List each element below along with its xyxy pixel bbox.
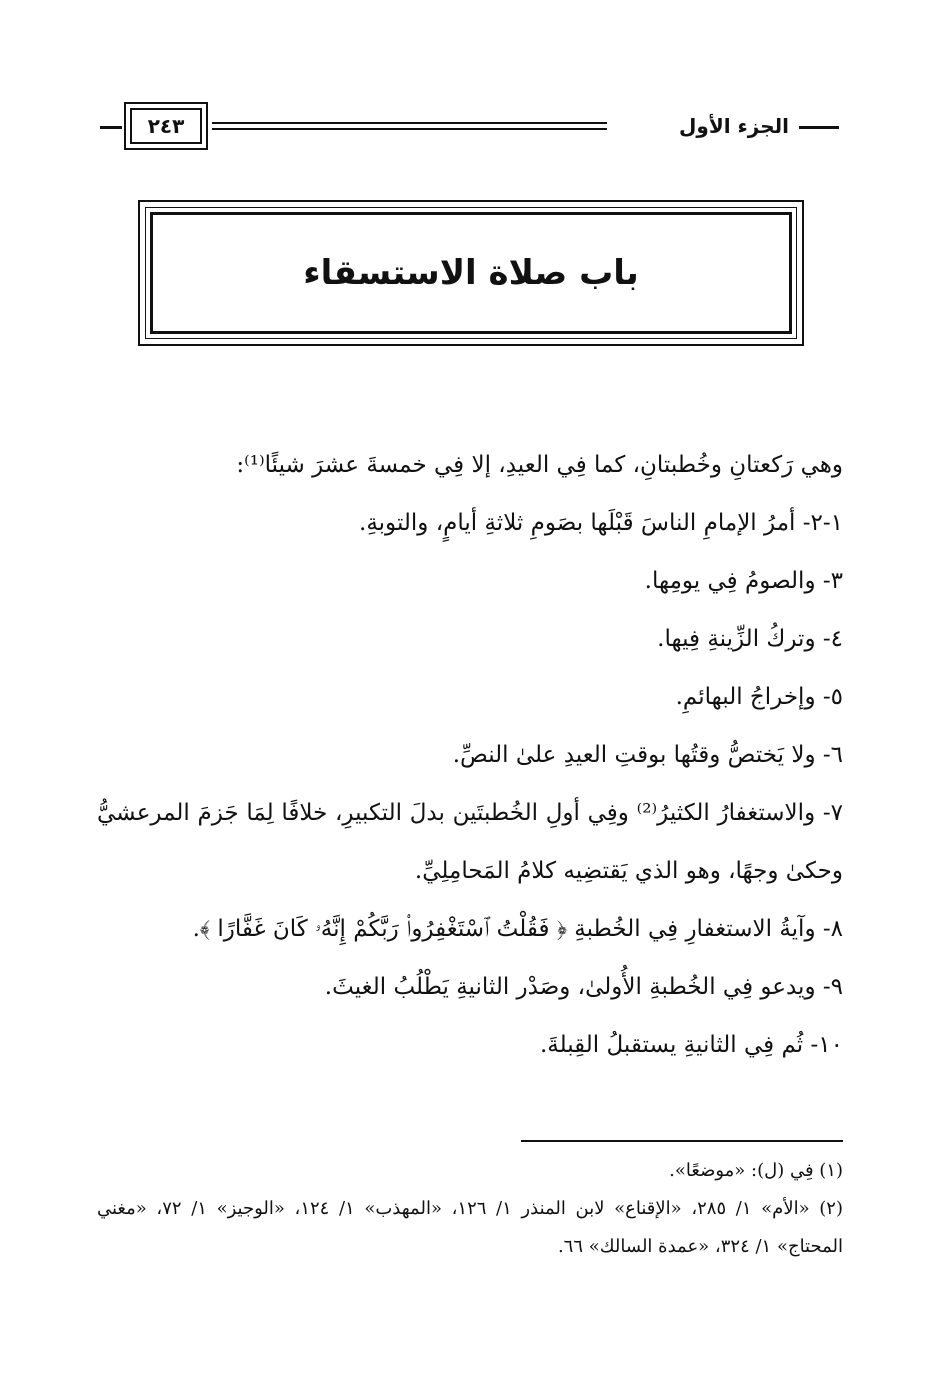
list-item: ٧- والاستغفارُ الكثيرُ⁽²⁾ وفِي أولِ الخُطبتَين بدلَ التكبيرِ، خلافًا لِمَا جَزمَ المرعشيُّ وحكىٰ وجهًا، وهو الذي يَقتضِيه كلامُ المَحامِلِيِّ. [97, 800, 843, 884]
body-text [97, 436, 843, 1074]
header-dash-right [799, 126, 839, 129]
header-rule [212, 122, 607, 124]
footnote: (١) فِي (ل): «موضعًا». [669, 1160, 843, 1181]
footnotes [97, 1152, 843, 1266]
running-header-title: الجزء الأول [679, 114, 789, 138]
frame-border-inner [150, 212, 792, 334]
header-dash-left [100, 126, 122, 129]
list-item: ٩- ويدعو فِي الخُطبةِ الأُولىٰ، وصَدْر الثانيةِ يَطْلُبُ الغيثَ. [324, 974, 843, 1000]
chapter-title-frame [138, 200, 804, 346]
page-number-frame [124, 102, 208, 150]
list-item: ١-٢- أمرُ الإمامِ الناسَ قَبْلَها بصَومِ ثلاثةِ أيامٍ، والتوبةِ. [359, 510, 843, 536]
list-item: ٥- وإخراجُ البهائمِ. [675, 684, 843, 710]
list-item: ١٠- ثُم فِي الثانيةِ يستقبلُ القِبلةَ. [539, 1032, 843, 1058]
list-item: ٣- والصومُ فِي يومِها. [644, 568, 843, 594]
page-number: ٢٤٣ [130, 108, 202, 144]
chapter-title: باب صلاة الاستسقاء [303, 253, 639, 293]
header-rule [212, 128, 607, 130]
list-item: ٨- وآيةُ الاستغفارِ فِي الخُطبةِ ﴿ فَقُلْتُ ٱسْتَغْفِرُوا۟ رَبَّكُمْ إِنَّهُۥ كَانَ غَفَّارًا ﴾. [192, 916, 843, 942]
list-item: ٤- وتركُ الزِّينةِ فِيها. [657, 626, 843, 652]
list-item: ٦- ولا يَختصُّ وقتُها بوقتِ العيدِ علىٰ النصِّ. [452, 742, 843, 768]
footnote: (٢) «الأم» ١/ ٢٨٥، «الإقناع» لابن المنذر ١/ ١٢٦، «المهذب» ١/ ١٢٤، «الوجيز» ١/ ٧٢، «مغني المحتاج» ١/ ٣٢٤، «عمدة السالك» ٦٦. [97, 1198, 843, 1257]
footnote-separator [521, 1140, 843, 1142]
intro-paragraph: وهي رَكعتانِ وخُطبتانِ، كما فِي العيدِ، إلا فِي خمسةَ عشرَ شيئًا⁽¹⁾: [236, 452, 843, 478]
